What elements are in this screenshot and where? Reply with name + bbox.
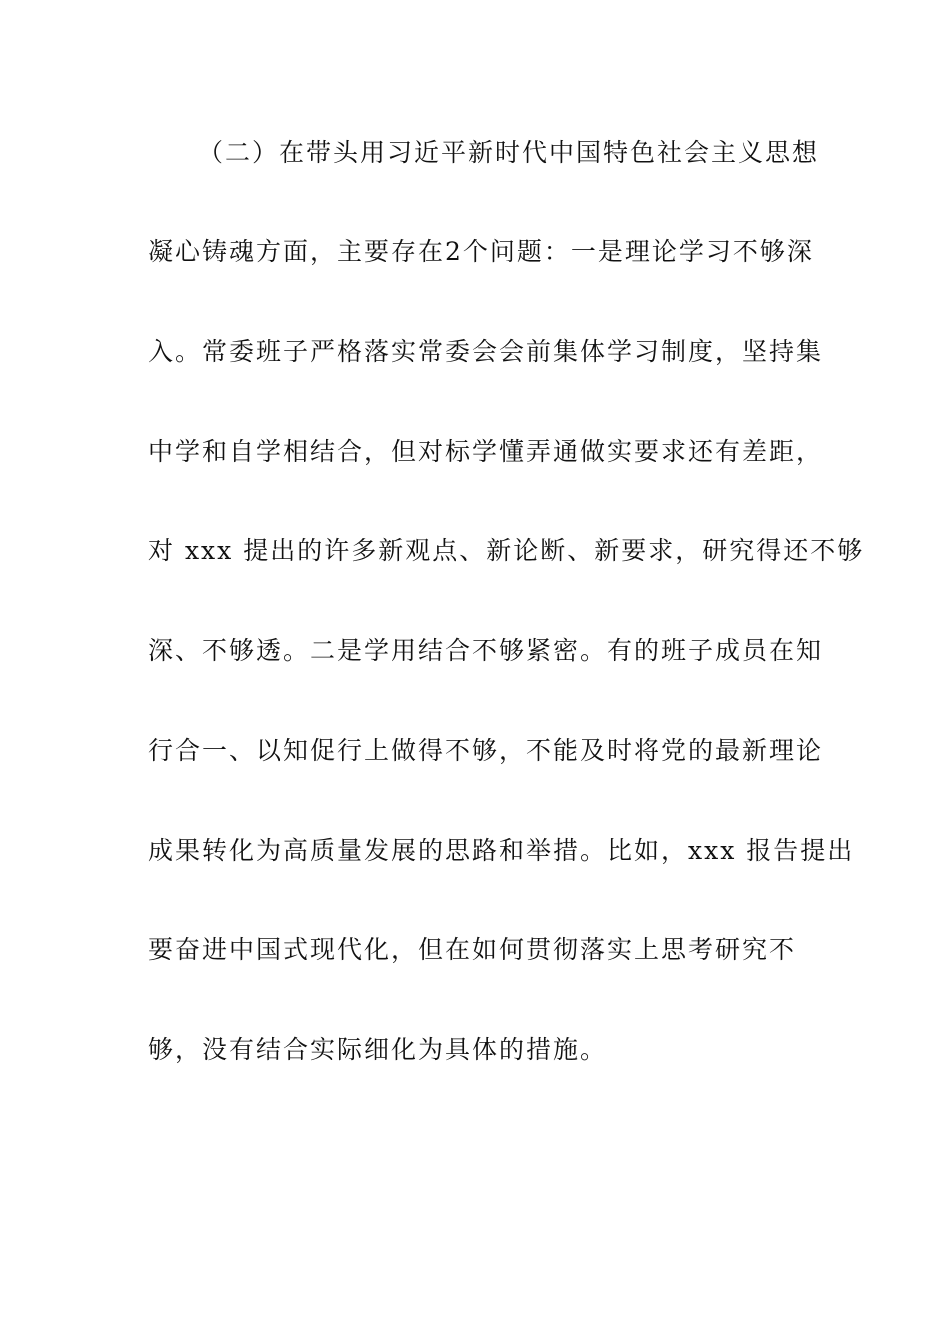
paragraph-line-7: 行合一、以知促行上做得不够，不能及时将党的最新理论 bbox=[148, 736, 824, 765]
paragraph-line-8: 成果转化为高质量发展的思路和举措。比如，xxx 报告提出 bbox=[148, 836, 855, 865]
paragraph-line-5: 对 xxx 提出的许多新观点、新论断、新要求，研究得还不够 bbox=[148, 536, 865, 565]
paragraph-line-4: 中学和自学相结合，但对标学懂弄通做实要求还有差距， bbox=[148, 437, 824, 466]
paragraph-line-3: 入。常委班子严格落实常委会会前集体学习制度，坚持集 bbox=[148, 337, 824, 366]
paragraph-line-2: 凝心铸魂方面，主要存在2个问题：一是理论学习不够深 bbox=[148, 237, 814, 266]
paragraph-line-1: （二）在带头用习近平新时代中国特色社会主义思想 bbox=[198, 138, 820, 167]
paragraph-line-6: 深、不够透。二是学用结合不够紧密。有的班子成员在知 bbox=[148, 636, 824, 665]
paragraph-line-10: 够，没有结合实际细化为具体的措施。 bbox=[148, 1035, 608, 1064]
paragraph-line-9: 要奋进中国式现代化，但在如何贯彻落实上思考研究不 bbox=[148, 935, 797, 964]
